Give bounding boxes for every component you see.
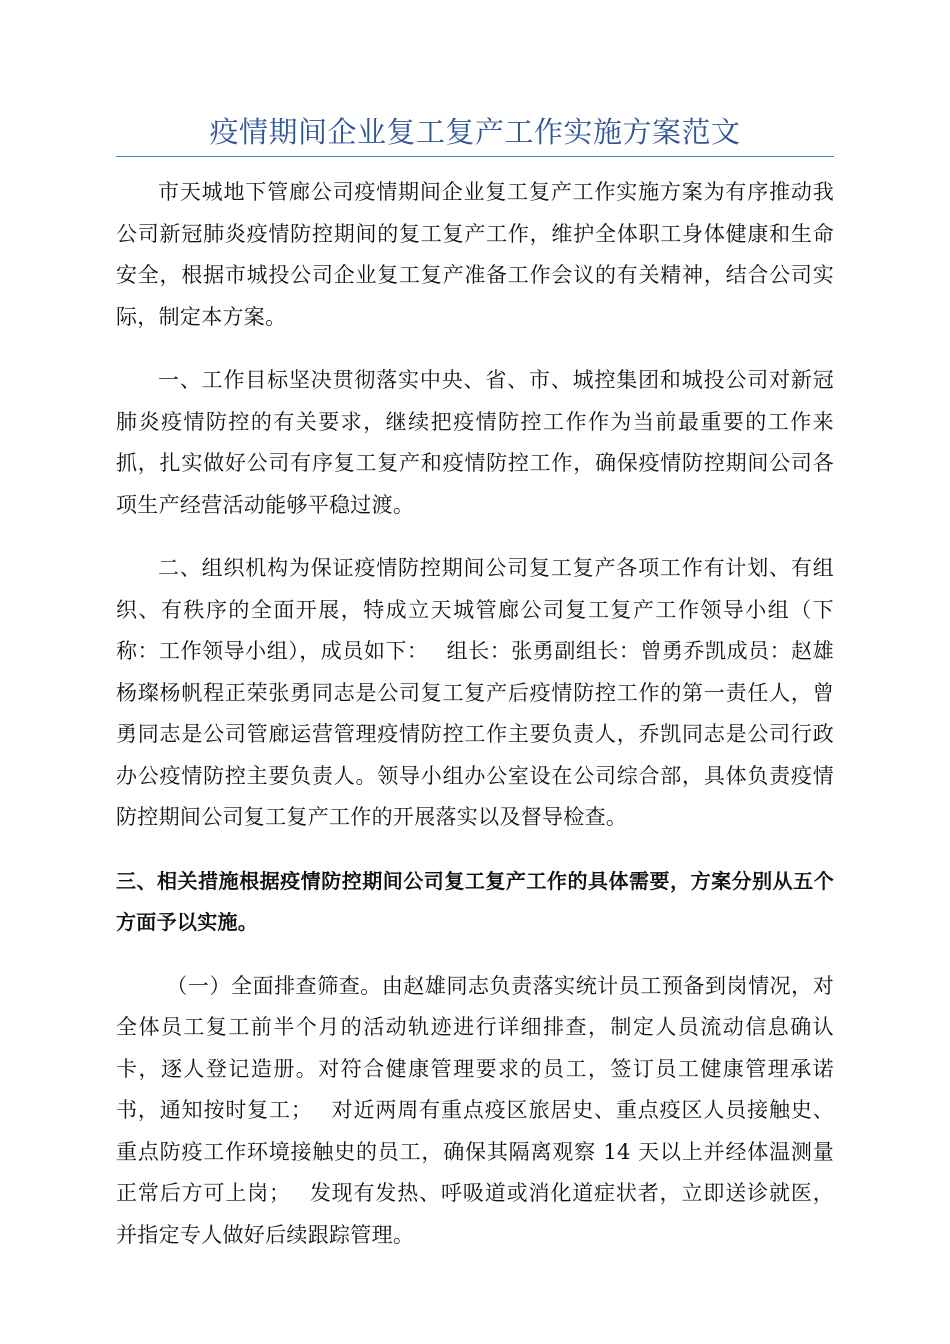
document-title: 疫情期间企业复工复产工作实施方案范文: [209, 115, 741, 149]
title-block: [116, 112, 834, 157]
paragraph-goals: 一、工作目标坚决贯彻落实中央、省、市、城控集团和城投公司对新冠肺炎疫情防控的有关要求，继续把疫情防控工作作为当前最重要的工作来抓，扎实做好公司有序复工复产和疫情防控工作，确保疫情防控期间公司各项生产经营活动能够平稳过渡。: [116, 368, 834, 517]
section-heading-measures: 三、相关措施根据疫情防控期间公司复工复产工作的具体需要，方案分别从五个方面予以实施。: [116, 868, 834, 934]
paragraph-organization: 二、组织机构为保证疫情防控期间公司复工复产各项工作有计划、有组织、有秩序的全面开展，特成立天城管廊公司复工复产工作领导小组（下称：工作领导小组），成员如下： 组长：张勇副组长：曾勇乔凯成员：赵雄杨璨杨帆程正荣张勇同志是公司复工复产后疫情防控工作的第一责任人，曾勇同志是公司管廊运营管理疫情防控工作主要负责人，乔凯同志是公司行政办公疫情防控主要负责人。领导小组办公室设在公司综合部，具体负责疫情防控期间公司复工复产工作的开展落实以及督导检查。: [116, 556, 834, 829]
paragraph-intro: 市天城地下管廊公司疫情期间企业复工复产工作实施方案为有序推动我公司新冠肺炎疫情防控期间的复工复产工作，维护全体职工身体健康和生命安全，根据市城投公司企业复工复产准备工作会议的有关精神，结合公司实际，制定本方案。: [116, 180, 834, 329]
paragraph-screening: （一）全面排查筛查。由赵雄同志负责落实统计员工预备到岗情况，对全体员工复工前半个月的活动轨迹进行详细排查，制定人员流动信息确认卡，逐人登记造册。对符合健康管理要求的员工，签订员工健康管理承诺书，通知按时复工； 对近两周有重点疫区旅居史、重点疫区人员接触史、重点防疫工作环境接触史的员工，确保其隔离观察 14 天以上并经体温测量正常后方可上岗； 发现有发热、呼吸道或消化道症状者，立即送诊就医，并指定专人做好后续跟踪管理。: [116, 973, 834, 1247]
document-body: [116, 172, 834, 1278]
